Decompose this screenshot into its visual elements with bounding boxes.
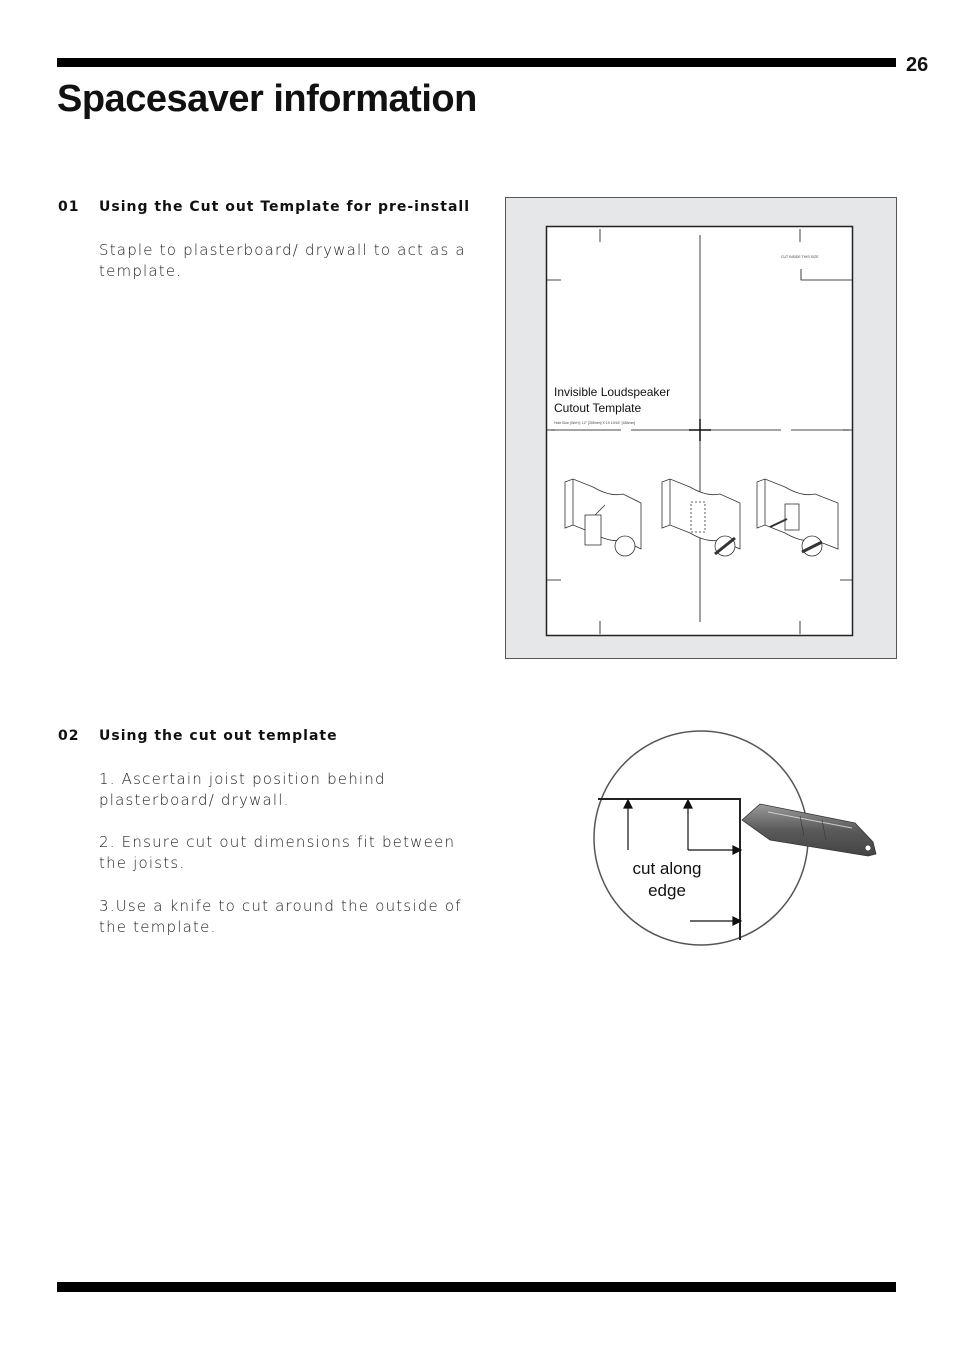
bottom-rule — [57, 1282, 896, 1292]
page-title: Spacesaver information — [57, 78, 477, 120]
step-02-text-3: 3.Use a knife to cut around the outside of the template. — [99, 897, 462, 936]
cutout-template-figure — [505, 197, 897, 659]
cut-label-line2: edge — [648, 881, 686, 900]
cut-along-edge-figure — [590, 728, 890, 953]
page-number: 26 — [906, 54, 929, 76]
step-02-title: Using the cut out template — [99, 728, 338, 744]
template-corner-label: CUT INSIDE THIS SIZE — [781, 255, 819, 259]
template-title-line2: Cutout Template — [554, 401, 642, 415]
template-title-line1: Invisible Loudspeaker — [554, 385, 671, 399]
step-02-text-2: 2. Ensure cut out dimensions fit between the joists. — [99, 833, 456, 872]
cut-label-line1: cut along — [632, 859, 702, 878]
step-01-number: 01 — [58, 199, 80, 215]
top-rule — [57, 58, 896, 67]
step-01-text: Staple to plasterboard/ drywall to act as a template. — [99, 241, 466, 280]
step-02-number: 02 — [58, 728, 80, 744]
step-01-title: Using the Cut out Template for pre-install — [99, 199, 471, 215]
template-hole-size: Hole Size (WxH): 12" [305mm] X 19 19/16" [483mm] — [554, 421, 636, 425]
step-02-text-1: 1. Ascertain joist position behind plasterboard/ drywall. — [99, 770, 386, 809]
